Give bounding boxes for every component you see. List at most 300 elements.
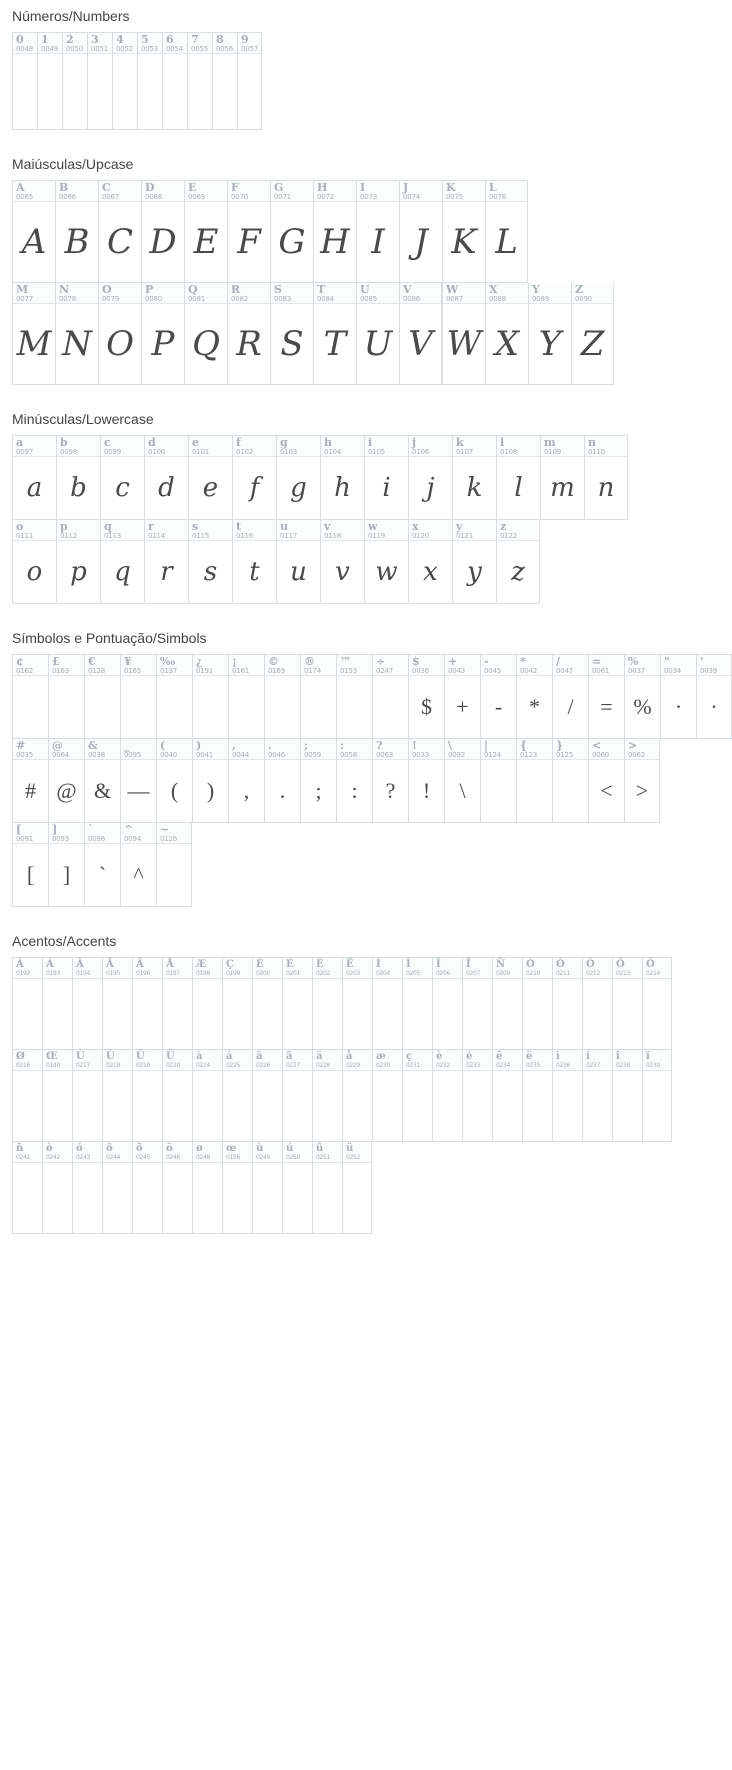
glyph-cell[interactable] bbox=[12, 283, 55, 385]
glyph-cell[interactable] bbox=[480, 739, 516, 823]
glyph-cell[interactable] bbox=[192, 739, 228, 823]
glyph-cell-header bbox=[643, 958, 671, 979]
glyph-cell[interactable] bbox=[442, 283, 485, 385]
glyph-char-label: O bbox=[102, 283, 112, 296]
glyph-cell[interactable] bbox=[612, 1050, 642, 1142]
glyph-cell[interactable] bbox=[84, 823, 120, 907]
glyph-sample: $ bbox=[421, 694, 432, 719]
glyph-sample bbox=[133, 979, 162, 1049]
glyph-cell-header bbox=[493, 958, 522, 979]
glyph-cell-header bbox=[13, 655, 48, 676]
glyph-cell[interactable] bbox=[120, 739, 156, 823]
glyph-sample: l bbox=[514, 473, 523, 503]
glyph-code-label: 0206 bbox=[436, 970, 451, 977]
glyph-cell[interactable] bbox=[336, 654, 372, 739]
glyph-sample bbox=[229, 676, 264, 738]
glyph-cell-header bbox=[697, 655, 731, 676]
glyph-cell[interactable] bbox=[192, 1142, 222, 1234]
glyph-cell[interactable] bbox=[642, 1050, 672, 1142]
glyph-code-label: 0041 bbox=[196, 751, 214, 759]
glyph-cell-header bbox=[481, 655, 516, 676]
glyph-cell[interactable] bbox=[184, 180, 227, 283]
glyph-cell[interactable] bbox=[12, 435, 56, 520]
glyph-cell[interactable] bbox=[12, 180, 55, 283]
glyph-cell[interactable] bbox=[42, 1050, 72, 1142]
glyph-grid bbox=[0, 957, 661, 1234]
glyph-cell[interactable] bbox=[55, 283, 98, 385]
glyph-cell[interactable] bbox=[612, 957, 642, 1050]
section-lowercase bbox=[0, 411, 661, 604]
glyph-sample: ^ bbox=[133, 862, 144, 887]
glyph-cell[interactable] bbox=[588, 739, 624, 823]
section-title: Minúsculas/Lowercase bbox=[12, 411, 154, 427]
glyph-cell[interactable] bbox=[372, 739, 408, 823]
glyph-char-label: i bbox=[368, 436, 373, 449]
glyph-char-label: j bbox=[412, 436, 416, 449]
glyph-cell[interactable] bbox=[252, 1050, 282, 1142]
glyph-cell[interactable] bbox=[102, 1142, 132, 1234]
glyph-cell[interactable] bbox=[72, 957, 102, 1050]
glyph-cell-header bbox=[493, 1050, 522, 1071]
glyph-cell[interactable] bbox=[270, 180, 313, 283]
glyph-char-label: I bbox=[360, 181, 366, 194]
glyph-cell[interactable] bbox=[56, 520, 100, 604]
glyph-sample bbox=[373, 979, 402, 1049]
glyph-cell[interactable] bbox=[372, 1050, 402, 1142]
glyph-cell[interactable] bbox=[282, 1142, 312, 1234]
glyph-code-label: 0169 bbox=[268, 667, 286, 675]
glyph-cell-header bbox=[138, 33, 162, 54]
glyph-char-label: * bbox=[520, 655, 526, 668]
glyph-sample bbox=[38, 54, 62, 129]
glyph-cell[interactable] bbox=[222, 1050, 252, 1142]
glyph-cell[interactable] bbox=[227, 283, 270, 385]
glyph-cell[interactable] bbox=[55, 180, 98, 283]
glyph-cell[interactable] bbox=[162, 32, 187, 130]
glyph-cell[interactable] bbox=[222, 957, 252, 1050]
glyph-cell[interactable] bbox=[232, 435, 276, 520]
glyph-cell[interactable] bbox=[313, 180, 356, 283]
glyph-cell[interactable] bbox=[252, 957, 282, 1050]
glyph-cell[interactable] bbox=[571, 283, 614, 385]
glyph-cell[interactable] bbox=[144, 435, 188, 520]
glyph-char-label: £ bbox=[52, 655, 60, 668]
glyph-cell[interactable] bbox=[660, 654, 696, 739]
glyph-cell[interactable] bbox=[516, 739, 552, 823]
glyph-cell[interactable] bbox=[624, 654, 660, 739]
glyph-cell[interactable] bbox=[156, 739, 192, 823]
glyph-cell-header bbox=[572, 283, 613, 304]
glyph-char-label: 2 bbox=[66, 33, 74, 46]
glyph-cell[interactable] bbox=[444, 739, 480, 823]
glyph-row bbox=[12, 1142, 372, 1234]
glyph-cell[interactable] bbox=[62, 32, 87, 130]
glyph-cell-header bbox=[233, 520, 276, 541]
glyph-cell[interactable] bbox=[98, 283, 141, 385]
glyph-cell-header bbox=[49, 823, 84, 844]
glyph-sample: · bbox=[674, 694, 683, 719]
glyph-sample: > bbox=[635, 778, 649, 803]
font-specimen-page bbox=[0, 8, 718, 1264]
glyph-cell[interactable] bbox=[342, 1050, 372, 1142]
glyph-sample bbox=[193, 1071, 222, 1141]
glyph-cell[interactable] bbox=[582, 957, 612, 1050]
glyph-cell[interactable] bbox=[624, 739, 660, 823]
glyph-cell[interactable] bbox=[270, 283, 313, 385]
glyph-char-label: Õ bbox=[616, 959, 625, 970]
glyph-cell[interactable] bbox=[399, 283, 442, 385]
glyph-cell-header bbox=[445, 739, 480, 760]
glyph-cell[interactable] bbox=[312, 1050, 342, 1142]
glyph-char-label: r bbox=[148, 520, 154, 533]
glyph-cell[interactable] bbox=[144, 520, 188, 604]
glyph-cell[interactable] bbox=[480, 654, 516, 739]
glyph-char-label: B bbox=[59, 181, 69, 194]
glyph-cell[interactable] bbox=[372, 654, 408, 739]
glyph-cell[interactable] bbox=[222, 1142, 252, 1234]
glyph-cell[interactable] bbox=[42, 957, 72, 1050]
glyph-code-label: 0084 bbox=[317, 295, 335, 303]
glyph-cell[interactable] bbox=[132, 1050, 162, 1142]
glyph-cell[interactable] bbox=[408, 435, 452, 520]
glyph-cell[interactable] bbox=[12, 654, 48, 739]
glyph-cell[interactable] bbox=[12, 1050, 42, 1142]
glyph-cell[interactable] bbox=[12, 823, 48, 907]
glyph-sample bbox=[43, 1163, 72, 1233]
glyph-cell[interactable] bbox=[696, 654, 732, 739]
glyph-cell[interactable] bbox=[252, 1142, 282, 1234]
glyph-sample bbox=[133, 1163, 162, 1233]
glyph-cell[interactable] bbox=[100, 520, 144, 604]
glyph-cell[interactable] bbox=[522, 1050, 552, 1142]
glyph-cell[interactable] bbox=[184, 283, 227, 385]
glyph-cell[interactable] bbox=[162, 1050, 192, 1142]
glyph-cell[interactable] bbox=[132, 1142, 162, 1234]
glyph-cell[interactable] bbox=[408, 739, 444, 823]
glyph-code-label: 0246 bbox=[166, 1154, 181, 1161]
glyph-cell[interactable] bbox=[444, 654, 480, 739]
glyph-cell[interactable] bbox=[192, 957, 222, 1050]
glyph-cell[interactable] bbox=[102, 957, 132, 1050]
glyph-sample: U bbox=[363, 324, 393, 364]
glyph-cell[interactable] bbox=[588, 654, 624, 739]
glyph-cell-header bbox=[277, 436, 320, 457]
glyph-cell[interactable] bbox=[312, 1142, 342, 1234]
glyph-code-label: 0101 bbox=[192, 448, 210, 456]
glyph-char-label: œ bbox=[226, 1143, 237, 1154]
glyph-cell[interactable] bbox=[276, 520, 320, 604]
glyph-cell[interactable] bbox=[432, 1050, 462, 1142]
glyph-cell[interactable] bbox=[192, 654, 228, 739]
glyph-cell[interactable] bbox=[228, 654, 264, 739]
glyph-cell-header bbox=[13, 33, 37, 54]
glyph-cell-header bbox=[238, 33, 261, 54]
glyph-cell[interactable] bbox=[364, 435, 408, 520]
glyph-cell[interactable] bbox=[582, 1050, 612, 1142]
glyph-sample: z bbox=[511, 557, 525, 587]
glyph-cell[interactable] bbox=[300, 654, 336, 739]
glyph-cell[interactable] bbox=[462, 1050, 492, 1142]
glyph-sample: @ bbox=[56, 778, 77, 803]
glyph-cell-header bbox=[229, 655, 264, 676]
glyph-cell-header bbox=[133, 1050, 162, 1071]
glyph-cell[interactable] bbox=[372, 957, 402, 1050]
glyph-code-label: 0114 bbox=[148, 532, 166, 540]
glyph-sample: X bbox=[494, 324, 520, 364]
glyph-cell[interactable] bbox=[276, 435, 320, 520]
glyph-cell[interactable] bbox=[282, 957, 312, 1050]
glyph-char-label: ê bbox=[496, 1051, 503, 1062]
glyph-char-label: å bbox=[346, 1051, 353, 1062]
glyph-cell[interactable] bbox=[452, 435, 496, 520]
glyph-code-label: 0034 bbox=[664, 667, 682, 675]
glyph-cell[interactable] bbox=[442, 180, 485, 283]
glyph-cell[interactable] bbox=[84, 654, 120, 739]
glyph-cell[interactable] bbox=[12, 739, 48, 823]
glyph-cell-header bbox=[38, 33, 62, 54]
glyph-code-label: 0196 bbox=[136, 970, 151, 977]
glyph-cell[interactable] bbox=[192, 1050, 222, 1142]
glyph-sample bbox=[493, 979, 522, 1049]
glyph-cell-header bbox=[121, 739, 156, 760]
glyph-cell[interactable] bbox=[162, 957, 192, 1050]
glyph-code-label: 0113 bbox=[104, 532, 122, 540]
glyph-cell[interactable] bbox=[141, 283, 184, 385]
glyph-cell[interactable] bbox=[496, 435, 540, 520]
glyph-cell[interactable] bbox=[42, 1142, 72, 1234]
glyph-sample bbox=[337, 676, 372, 738]
glyph-char-label: o bbox=[16, 520, 24, 533]
glyph-cell[interactable] bbox=[485, 283, 528, 385]
glyph-cell[interactable] bbox=[528, 283, 571, 385]
glyph-cell[interactable] bbox=[87, 32, 112, 130]
glyph-cell[interactable] bbox=[364, 520, 408, 604]
glyph-cell-header bbox=[321, 436, 364, 457]
glyph-cell[interactable] bbox=[72, 1142, 102, 1234]
glyph-cell[interactable] bbox=[320, 520, 364, 604]
glyph-cell[interactable] bbox=[188, 520, 232, 604]
glyph-cell[interactable] bbox=[356, 283, 399, 385]
glyph-sample bbox=[283, 1071, 312, 1141]
glyph-cell[interactable] bbox=[156, 823, 192, 907]
glyph-cell[interactable] bbox=[336, 739, 372, 823]
glyph-cell[interactable] bbox=[120, 823, 156, 907]
glyph-cell[interactable] bbox=[37, 32, 62, 130]
glyph-cell[interactable] bbox=[120, 654, 156, 739]
glyph-cell[interactable] bbox=[12, 32, 37, 130]
glyph-char-label: 3 bbox=[91, 33, 99, 46]
glyph-code-label: 0079 bbox=[102, 295, 120, 303]
glyph-cell[interactable] bbox=[552, 654, 588, 739]
glyph-cell[interactable] bbox=[462, 957, 492, 1050]
glyph-cell-header bbox=[103, 958, 132, 979]
glyph-cell[interactable] bbox=[12, 957, 42, 1050]
glyph-char-label: q bbox=[104, 520, 112, 533]
glyph-char-label: U bbox=[360, 283, 370, 296]
glyph-code-label: 0042 bbox=[520, 667, 538, 675]
glyph-cell[interactable] bbox=[584, 435, 628, 520]
glyph-cell-header bbox=[85, 823, 120, 844]
glyph-cell-header bbox=[373, 739, 408, 760]
glyph-cell[interactable] bbox=[402, 1050, 432, 1142]
glyph-cell[interactable] bbox=[188, 435, 232, 520]
glyph-cell[interactable] bbox=[552, 739, 588, 823]
glyph-sample: S bbox=[280, 324, 304, 364]
glyph-code-label: 0072 bbox=[317, 193, 335, 201]
glyph-code-label: 0238 bbox=[616, 1062, 631, 1069]
glyph-char-label: % bbox=[628, 655, 639, 668]
glyph-cell[interactable] bbox=[402, 957, 432, 1050]
glyph-sample: k bbox=[466, 473, 483, 503]
glyph-cell[interactable] bbox=[300, 739, 336, 823]
glyph-cell[interactable] bbox=[356, 180, 399, 283]
glyph-cell[interactable] bbox=[162, 1142, 192, 1234]
glyph-cell[interactable] bbox=[72, 1050, 102, 1142]
glyph-sample: Q bbox=[192, 324, 220, 364]
glyph-cell[interactable] bbox=[102, 1050, 132, 1142]
glyph-cell[interactable] bbox=[540, 435, 584, 520]
glyph-sample bbox=[253, 1163, 282, 1233]
glyph-cell[interactable] bbox=[642, 957, 672, 1050]
glyph-cell[interactable] bbox=[282, 1050, 312, 1142]
glyph-cell[interactable] bbox=[496, 520, 540, 604]
glyph-cell[interactable] bbox=[342, 1142, 372, 1234]
glyph-char-label: ` bbox=[88, 823, 94, 836]
glyph-cell[interactable] bbox=[187, 32, 212, 130]
glyph-cell[interactable] bbox=[492, 1050, 522, 1142]
glyph-code-label: 0126 bbox=[160, 835, 178, 843]
glyph-cell[interactable] bbox=[492, 957, 522, 1050]
glyph-sample bbox=[283, 1163, 312, 1233]
glyph-cell[interactable] bbox=[84, 739, 120, 823]
glyph-sample: r bbox=[160, 557, 173, 587]
glyph-cell-header bbox=[643, 1050, 671, 1071]
glyph-sample bbox=[523, 979, 552, 1049]
glyph-cell[interactable] bbox=[141, 180, 184, 283]
glyph-cell[interactable] bbox=[228, 739, 264, 823]
glyph-cell-header bbox=[365, 520, 408, 541]
glyph-cell[interactable] bbox=[48, 654, 84, 739]
glyph-sample: p bbox=[70, 557, 87, 587]
glyph-char-label: Ô bbox=[586, 959, 595, 970]
glyph-cell-header bbox=[613, 958, 642, 979]
glyph-char-label: J bbox=[403, 181, 409, 194]
glyph-cell-header bbox=[133, 958, 162, 979]
glyph-cell[interactable] bbox=[522, 957, 552, 1050]
glyph-char-label: Z bbox=[575, 283, 584, 296]
glyph-cell[interactable] bbox=[312, 957, 342, 1050]
glyph-sample: ] bbox=[62, 862, 71, 887]
glyph-cell[interactable] bbox=[452, 520, 496, 604]
glyph-cell[interactable] bbox=[98, 180, 141, 283]
glyph-char-label: # bbox=[16, 739, 26, 752]
glyph-sample bbox=[343, 979, 372, 1049]
glyph-cell-header bbox=[99, 283, 141, 304]
glyph-cell[interactable] bbox=[156, 654, 192, 739]
glyph-cell[interactable] bbox=[56, 435, 100, 520]
glyph-char-label: Ñ bbox=[496, 959, 506, 970]
glyph-cell[interactable] bbox=[313, 283, 356, 385]
glyph-cell[interactable] bbox=[516, 654, 552, 739]
glyph-char-label: Ã bbox=[106, 959, 114, 970]
glyph-char-label: { bbox=[520, 739, 528, 752]
glyph-cell-header bbox=[481, 739, 516, 760]
glyph-sample bbox=[265, 676, 300, 738]
glyph-cell-header bbox=[133, 1142, 162, 1163]
glyph-cell[interactable] bbox=[137, 32, 162, 130]
glyph-code-label: 0063 bbox=[376, 751, 394, 759]
glyph-cell[interactable] bbox=[485, 180, 528, 283]
glyph-cell-header bbox=[373, 958, 402, 979]
glyph-cell[interactable] bbox=[320, 435, 364, 520]
glyph-cell[interactable] bbox=[552, 957, 582, 1050]
glyph-sample: . bbox=[279, 778, 286, 803]
glyph-sample bbox=[493, 1071, 522, 1141]
glyph-sample bbox=[313, 1071, 342, 1141]
glyph-char-label: Ë bbox=[346, 959, 354, 970]
glyph-cell[interactable] bbox=[12, 520, 56, 604]
glyph-row bbox=[12, 957, 672, 1050]
glyph-code-label: 0068 bbox=[145, 193, 163, 201]
glyph-sample: C bbox=[106, 222, 133, 262]
glyph-sample bbox=[343, 1071, 372, 1141]
glyph-code-label: 0043 bbox=[448, 667, 466, 675]
glyph-cell[interactable] bbox=[232, 520, 276, 604]
glyph-cell-header bbox=[103, 1142, 132, 1163]
glyph-char-label: Û bbox=[136, 1051, 145, 1062]
glyph-char-label: 6 bbox=[166, 33, 174, 46]
glyph-cell[interactable] bbox=[264, 654, 300, 739]
glyph-cell-header bbox=[157, 655, 192, 676]
glyph-sample bbox=[433, 979, 462, 1049]
glyph-cell-header bbox=[403, 958, 432, 979]
glyph-cell[interactable] bbox=[48, 739, 84, 823]
glyph-cell[interactable] bbox=[212, 32, 237, 130]
glyph-cell[interactable] bbox=[432, 957, 462, 1050]
glyph-cell-header bbox=[253, 958, 282, 979]
glyph-cell-header bbox=[13, 1050, 42, 1071]
glyph-cell[interactable] bbox=[227, 180, 270, 283]
glyph-cell[interactable] bbox=[132, 957, 162, 1050]
glyph-cell[interactable] bbox=[237, 32, 262, 130]
glyph-cell-header bbox=[283, 958, 312, 979]
glyph-char-label: û bbox=[316, 1143, 324, 1154]
glyph-sample: , bbox=[243, 778, 250, 803]
glyph-cell[interactable] bbox=[399, 180, 442, 283]
glyph-char-label: À bbox=[16, 959, 24, 970]
glyph-sample bbox=[43, 979, 72, 1049]
glyph-sample bbox=[517, 760, 552, 822]
glyph-char-label: î bbox=[616, 1051, 620, 1062]
glyph-cell[interactable] bbox=[112, 32, 137, 130]
glyph-sample: E bbox=[193, 222, 219, 262]
glyph-sample: - bbox=[494, 694, 503, 719]
glyph-cell[interactable] bbox=[408, 654, 444, 739]
glyph-char-label: = bbox=[592, 655, 602, 668]
glyph-cell-header bbox=[185, 283, 227, 304]
glyph-cell[interactable] bbox=[264, 739, 300, 823]
glyph-cell[interactable] bbox=[342, 957, 372, 1050]
glyph-cell[interactable] bbox=[48, 823, 84, 907]
glyph-code-label: 0048 bbox=[16, 45, 34, 53]
glyph-cell-header bbox=[193, 655, 228, 676]
glyph-char-label: 8 bbox=[216, 33, 224, 46]
glyph-cell[interactable] bbox=[408, 520, 452, 604]
glyph-cell[interactable] bbox=[12, 1142, 42, 1234]
glyph-cell[interactable] bbox=[100, 435, 144, 520]
glyph-sample: T bbox=[323, 324, 347, 364]
glyph-cell[interactable] bbox=[552, 1050, 582, 1142]
